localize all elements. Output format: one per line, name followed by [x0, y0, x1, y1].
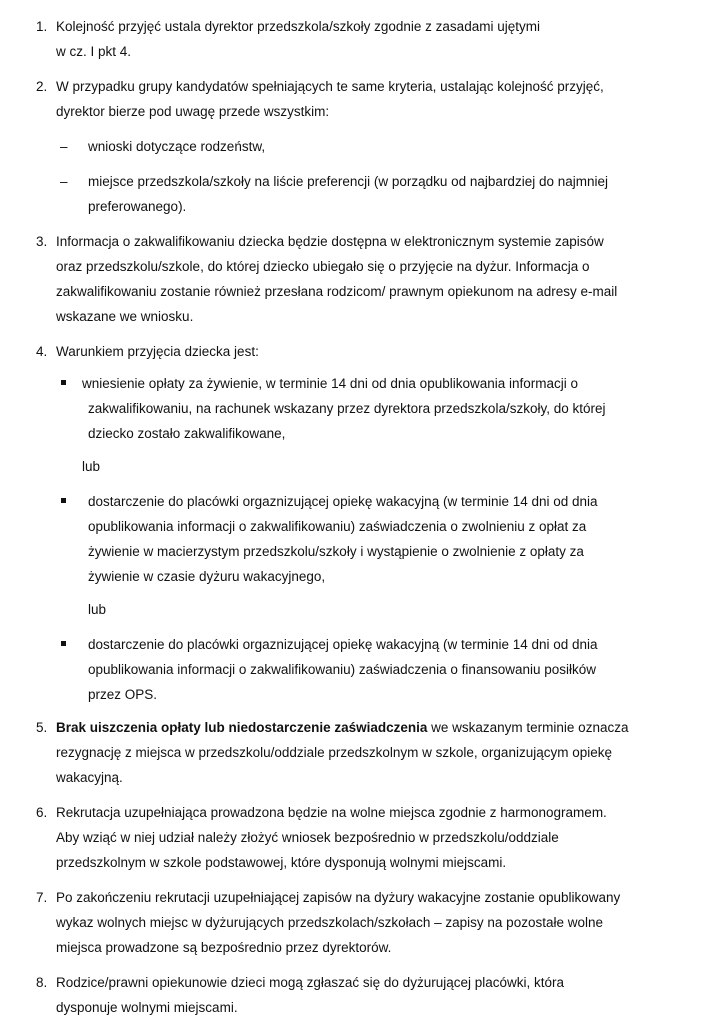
square-bullet-icon	[61, 498, 66, 503]
sub-item-text-line: dostarczenie do placówki orgaznizującej opiekę wakacyjną (w terminie 14 dni od dnia	[88, 494, 598, 509]
dash-bullet: –	[60, 174, 68, 189]
separator-text: lub	[88, 602, 107, 617]
sub-item-text-line: opublikowania informacji o zakwalifikowaniu) zaświadczenia o zwolnieniu z opłat za	[88, 519, 587, 534]
item-text-line: w cz. I pkt 4.	[56, 44, 132, 59]
item-number: 4.	[36, 344, 48, 359]
sub-item-text-line: zakwalifikowaniu, na rachunek wskazany przez dyrektora przedszkola/szkoły, do której	[88, 401, 606, 416]
item-text-line: Aby wziąć w niej udział należy złożyć wniosek bezpośrednio w przedszkolu/oddziale	[56, 830, 559, 845]
item-text-line: miejsca prowadzone są bezpośrednio przez dyrektorów.	[56, 940, 392, 955]
dash-bullet: –	[60, 139, 68, 154]
sub-item-text-line: wniesienie opłaty za żywienie, w terminie 14 dni od dnia opublikowania informacji o	[82, 376, 579, 391]
square-bullet-icon	[61, 380, 66, 385]
item-number: 8.	[36, 975, 48, 990]
item-number: 6.	[36, 805, 48, 820]
item-text-line: Kolejność przyjęć ustala dyrektor przedszkola/szkoły zgodnie z zasadami ujętymi	[56, 19, 540, 34]
sub-item-text-line: miejsce przedszkola/szkoły na liście preferencji (w porządku od najbardziej do najmniej	[88, 174, 608, 189]
item-text-line: Warunkiem przyjęcia dziecka jest:	[56, 344, 259, 359]
sub-item-text-line: dziecko zostało zakwalifikowane,	[88, 426, 286, 441]
item-number: 2.	[36, 79, 48, 94]
item-text-line: Po zakończeniu rekrutacji uzupełniającej zapisów na dyżury wakacyjne zostanie opublikowany	[56, 890, 621, 905]
item-number: 5.	[36, 720, 48, 735]
lead-rest-text: we wskazanym terminie oznacza	[427, 720, 629, 735]
bold-lead-text: Brak uiszczenia opłaty lub niedostarczenie zaświadczenia	[56, 720, 428, 735]
item-text-line: rezygnację z miejsca w przedszkolu/oddziale przedszkolnym w szkole, organizującym opiekę	[56, 745, 612, 760]
item-text-line: dyrektor bierze pod uwagę przede wszystkim:	[56, 104, 330, 119]
item-text-line: oraz przedszkolu/szkole, do której dziecko ubiegało się o przyjęcie na dyżur. Informacja o	[56, 259, 590, 274]
item-number: 7.	[36, 890, 48, 905]
item-text-line: Rekrutacja uzupełniająca prowadzona będzie na wolne miejsca zgodnie z harmonogramem.	[56, 805, 607, 820]
item-text-line: Informacja o zakwalifikowaniu dziecka będzie dostępna w elektronicznym systemie zapisów	[56, 234, 604, 249]
item-lead-line	[56, 719, 628, 737]
item-text-line: wakacyjną.	[56, 770, 123, 785]
sub-item-text-line: preferowanego).	[88, 199, 187, 214]
sub-item-text-line: dostarczenie do placówki orgaznizującej opiekę wakacyjną (w terminie 14 dni od dnia	[88, 637, 598, 652]
item-text-line: przedszkolnym w szkole podstawowej, które dysponują wolnymi miejscami.	[56, 855, 507, 870]
item-text-line: wykaz wolnych miejsc w dyżurujących przedszkolach/szkołach – zapisy na pozostałe wolne	[56, 915, 603, 930]
sub-item-text-line: żywienie w macierzystym przedszkolu/szkoły i wystąpienie o zwolnienie z opłaty za	[88, 544, 584, 559]
sub-item-text-line: wnioski dotyczące rodzeństw,	[88, 139, 266, 154]
item-number: 1.	[36, 19, 48, 34]
item-text-line: dysponuje wolnymi miejscami.	[56, 1000, 238, 1015]
item-number: 3.	[36, 234, 48, 249]
separator-text: lub	[82, 459, 101, 474]
item-text-line: W przypadku grupy kandydatów spełniających te same kryteria, ustalając kolejność przyjęć,	[56, 79, 604, 94]
item-text-line: Rodzice/prawni opiekunowie dzieci mogą zgłaszać się do dyżurującej placówki, która	[56, 975, 565, 990]
item-text-line: zakwalifikowaniu zostanie również przesłana rodzicom/ prawnym opiekunom na adresy e-mail	[56, 284, 618, 299]
sub-item-text-line: opublikowania informacji o zakwalifikowaniu) zaświadczenia o finansowaniu posiłków	[88, 662, 597, 677]
sub-item-text-line: żywienie w czasie dyżuru wakacyjnego,	[88, 569, 326, 584]
item-text-line: wskazane we wniosku.	[56, 309, 194, 324]
square-bullet-icon	[61, 641, 66, 646]
sub-item-text-line: przez OPS.	[88, 687, 158, 702]
